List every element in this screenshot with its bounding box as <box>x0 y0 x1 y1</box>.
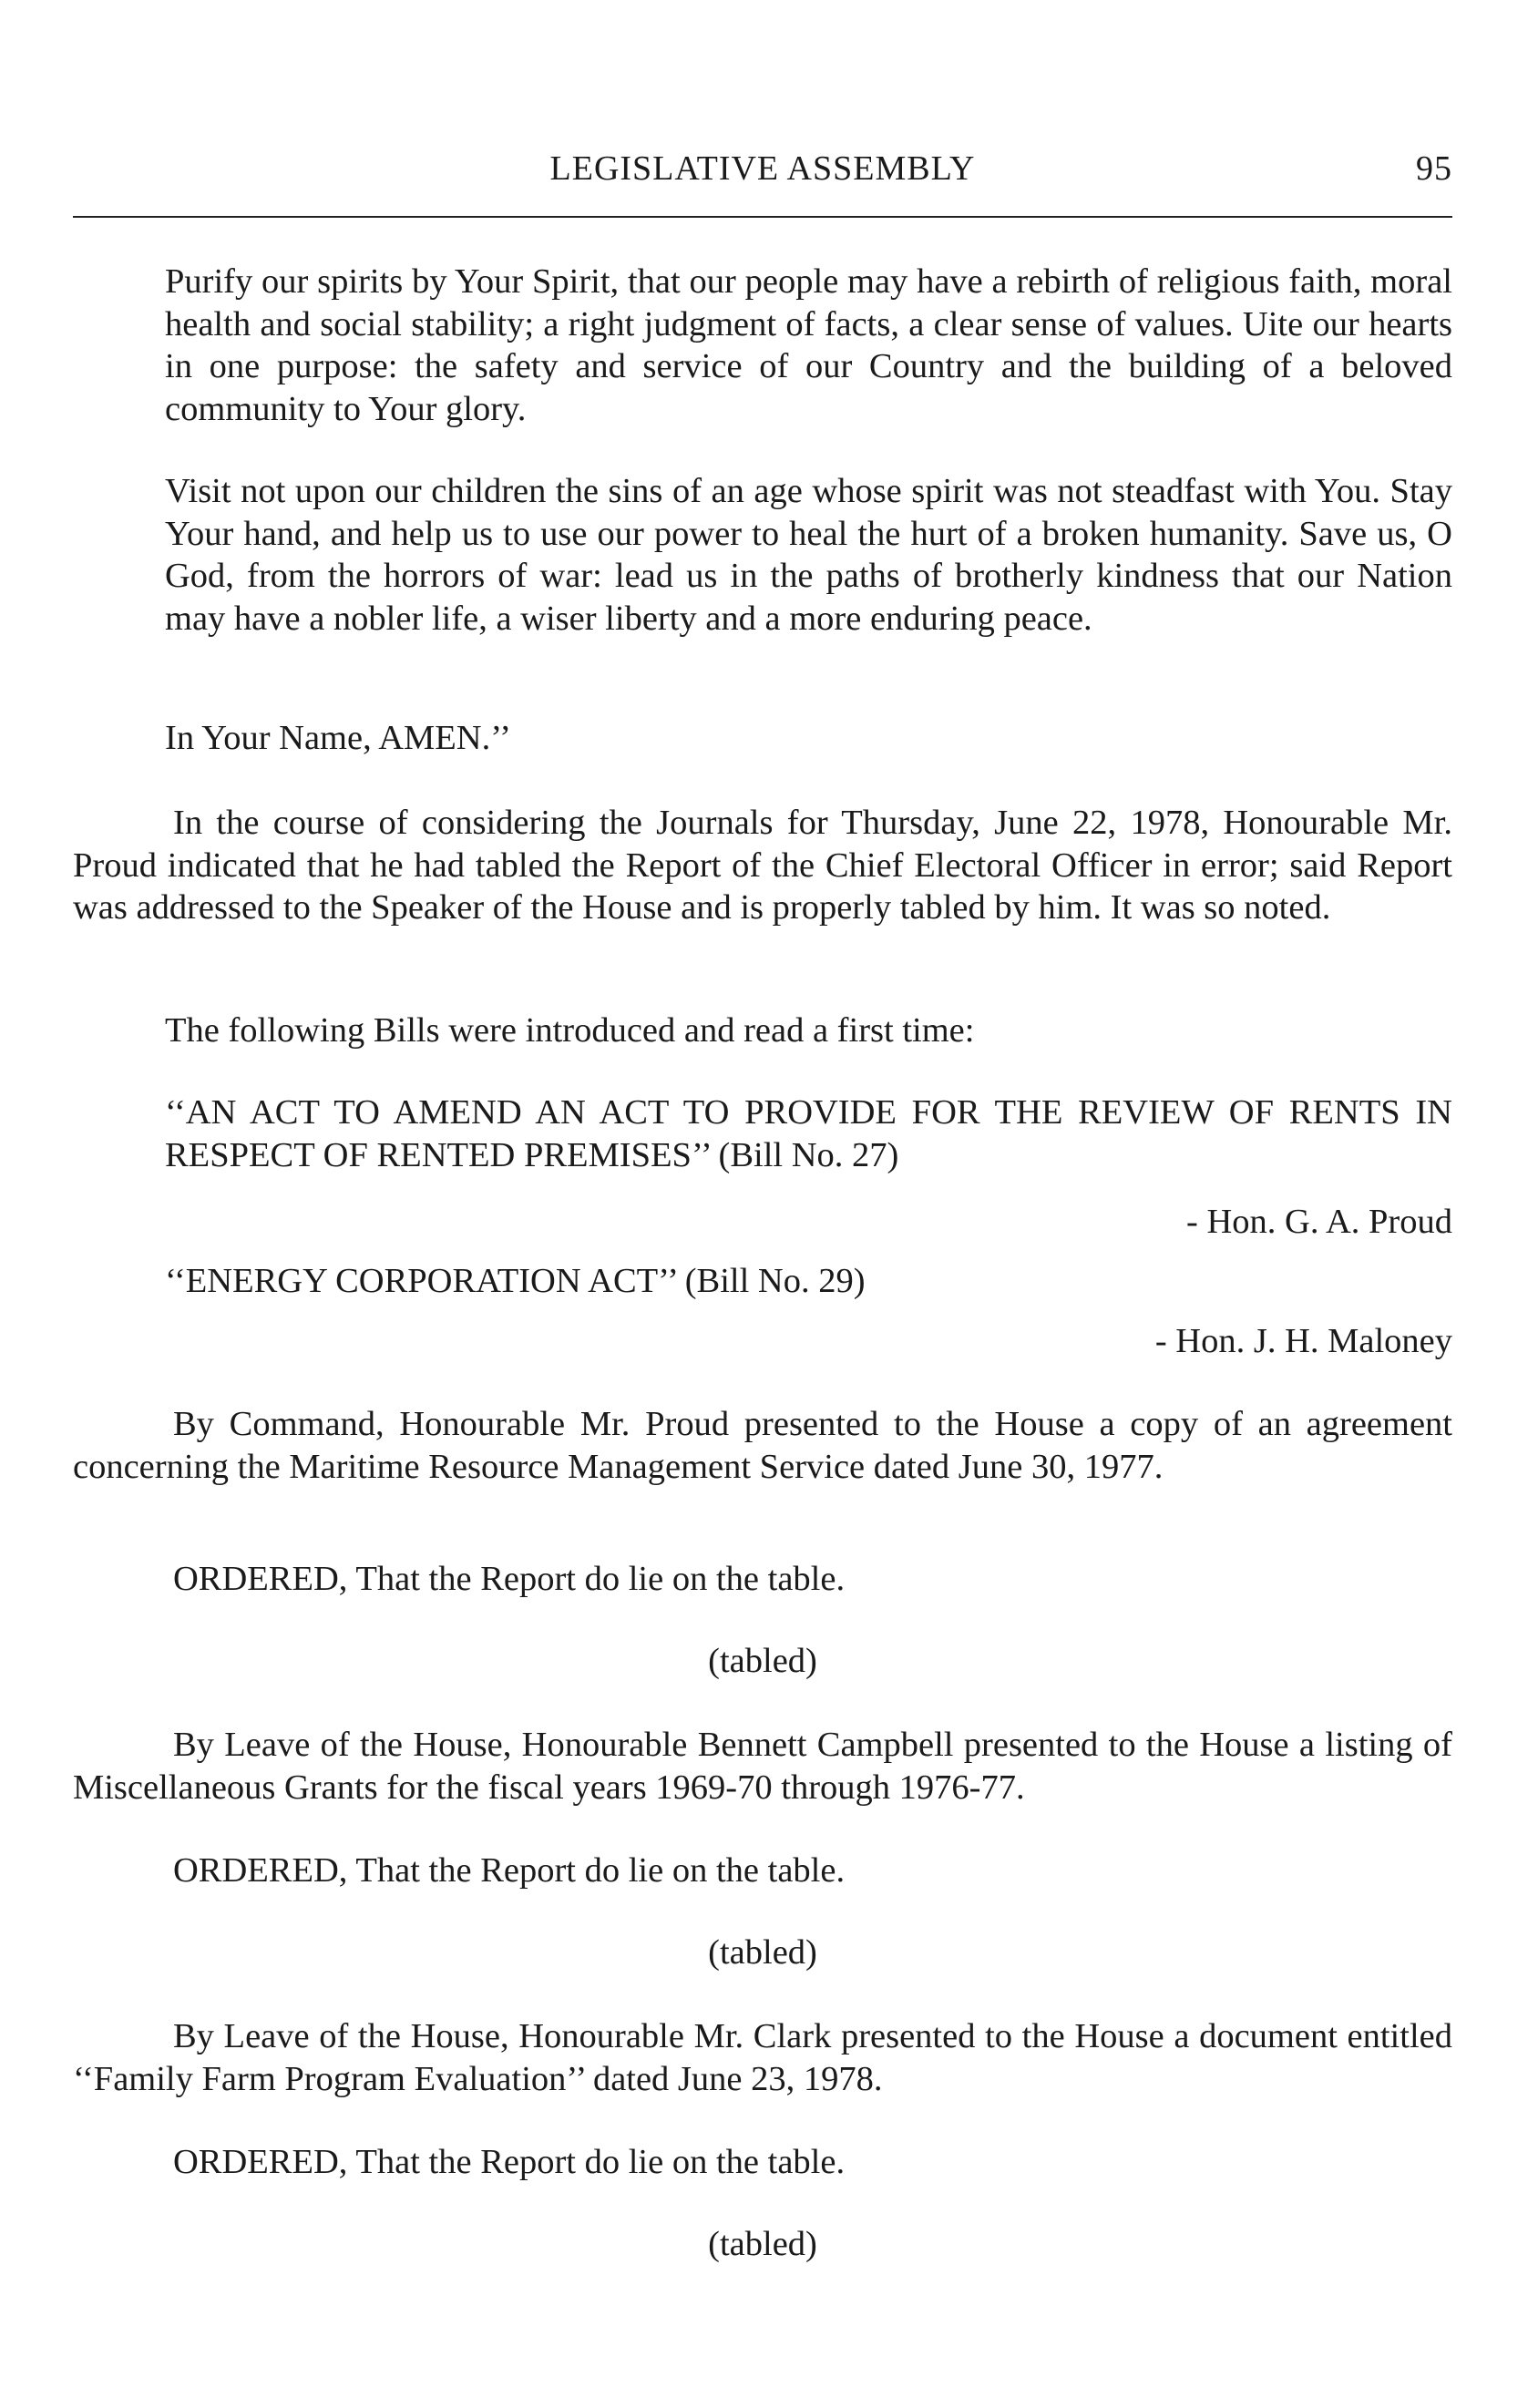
tabled-note: (tabled) <box>708 2225 817 2263</box>
prayer-paragraph-2: Visit not upon our children the sins of an age whose spirit was not steadfast with You. Stay Your hand, and help us to use our power to heal the hurt of a broken humanity. Save us, O God, from the horrors of war: lead us in the paths of brotherly kindness that our Nation may have a nobler life, a wiser liberty and a more enduring peace. <box>165 472 1452 638</box>
ordered-statement: ORDERED, That the Report do lie on the table. <box>173 1851 846 1890</box>
journals-paragraph: In the course of considering the Journals for Thursday, June 22, 1978, Honourable Mr. Proud indicated that he had tabled the Report of the Chief Electoral Officer in error; said Report was addressed to the Speaker of the House and is properly tabled by him. It was so noted. <box>73 804 1452 927</box>
command-paragraph: By Command, Honourable Mr. Proud presented to the House a copy of an agreement concerning the Maritime Resource Management Service dated June 30, 1977. <box>73 1405 1452 1486</box>
prayer-paragraph-1: Purify our spirits by Your Spirit, that our people may have a rebirth of religious faith, moral health and social stability; a right judgment of facts, a clear sense of values. Uite our hearts in one purpose: the safety and service of our Country and the building of a beloved community to Your glory. <box>165 262 1452 428</box>
bill-27-sponsor: - Hon. G. A. Proud <box>1186 1203 1452 1241</box>
page-number: 95 <box>1416 149 1452 188</box>
bill-29-title: ‘‘ENERGY CORPORATION ACT’’ (Bill No. 29) <box>165 1262 866 1300</box>
bill-29-sponsor: - Hon. J. H. Maloney <box>1154 1322 1452 1360</box>
ordered-statement: ORDERED, That the Report do lie on the table. <box>173 2143 846 2181</box>
leave-paragraph: By Leave of the House, Honourable Bennett Campbell presented to the House a listing of Miscellaneous Grants for the fiscal years 1969-70 through 1976-77. <box>73 1726 1452 1807</box>
tabled-note: (tabled) <box>708 1933 817 1972</box>
leave-paragraph: By Leave of the House, Honourable Mr. Clark presented to the House a document entitled ‘‘Family Farm Program Evaluation’’ dated June 23, 1978. <box>73 2017 1452 2098</box>
bills-intro: The following Bills were introduced and read a first time: <box>165 1011 975 1050</box>
tabled-note: (tabled) <box>708 1642 817 1680</box>
header-rule <box>73 216 1452 218</box>
running-title: LEGISLATIVE ASSEMBLY <box>549 149 976 188</box>
page-header <box>73 149 1452 203</box>
ordered-statement: ORDERED, That the Report do lie on the table. <box>173 1560 846 1598</box>
prayer-amen: In Your Name, AMEN.’’ <box>165 719 511 757</box>
bill-27-title: ‘‘AN ACT TO AMEND AN ACT TO PROVIDE FOR THE REVIEW OF RENTS IN RESPECT OF RENTED PREMISES’’ (Bill No. 27) <box>165 1093 1452 1174</box>
